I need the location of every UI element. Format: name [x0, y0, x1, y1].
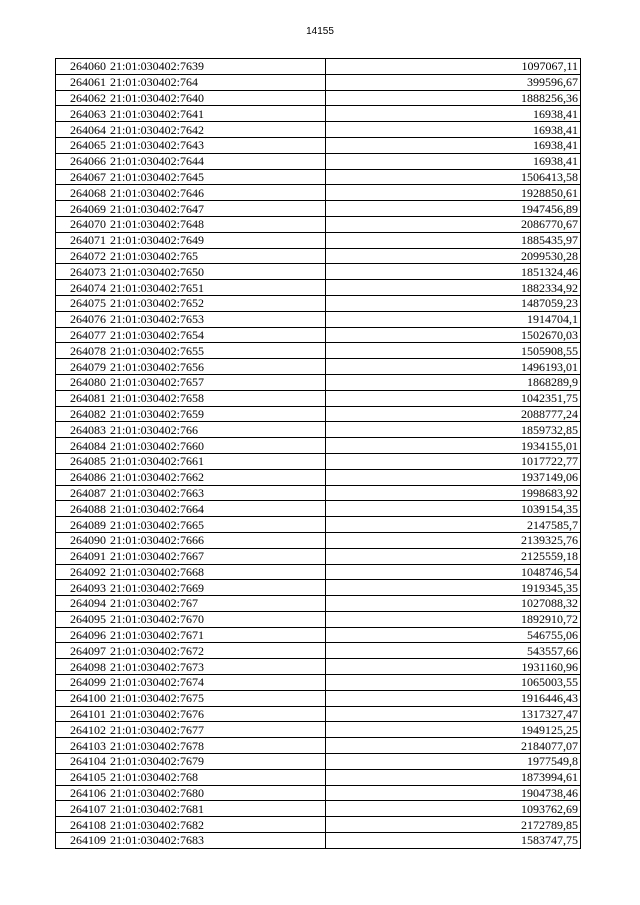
cadastral-number-cell: 21:01:030402:764 — [108, 74, 326, 90]
row-number-cell: 264070 — [56, 216, 109, 232]
table-row — [56, 833, 581, 849]
cadastral-value-cell: 1892910,72 — [326, 611, 581, 627]
cadastral-value-cell: 1017722,77 — [326, 453, 581, 469]
cadastral-number-cell: 21:01:030402:7674 — [108, 675, 326, 691]
table-row — [56, 59, 581, 75]
row-number-cell: 264095 — [56, 611, 109, 627]
table-row — [56, 580, 581, 596]
table-row — [56, 390, 581, 406]
cadastral-value-cell: 1949125,25 — [326, 722, 581, 738]
table-row — [56, 74, 581, 90]
table-row — [56, 343, 581, 359]
cadastral-number-cell: 21:01:030402:7683 — [108, 833, 326, 849]
row-number-cell: 264081 — [56, 390, 109, 406]
row-number-cell: 264062 — [56, 90, 109, 106]
table-row — [56, 801, 581, 817]
cadastral-number-cell: 21:01:030402:7648 — [108, 216, 326, 232]
cadastral-value-cell: 1317327,47 — [326, 706, 581, 722]
row-number-cell: 264080 — [56, 374, 109, 390]
table-row — [56, 438, 581, 454]
row-number-cell: 264100 — [56, 690, 109, 706]
row-number-cell: 264106 — [56, 785, 109, 801]
cadastral-number-cell: 21:01:030402:7677 — [108, 722, 326, 738]
cadastral-number-cell: 21:01:030402:7644 — [108, 153, 326, 169]
cadastral-value-cell: 399596,67 — [326, 74, 581, 90]
cadastral-value-cell: 1885435,97 — [326, 232, 581, 248]
cadastral-value-cell: 16938,41 — [326, 122, 581, 138]
row-number-cell: 264091 — [56, 548, 109, 564]
row-number-cell: 264105 — [56, 769, 109, 785]
row-number-cell: 264077 — [56, 327, 109, 343]
row-number-cell: 264078 — [56, 343, 109, 359]
cadastral-number-cell: 21:01:030402:7661 — [108, 453, 326, 469]
cadastral-number-cell: 21:01:030402:7676 — [108, 706, 326, 722]
cadastral-value-cell: 2139325,76 — [326, 532, 581, 548]
row-number-cell: 264086 — [56, 469, 109, 485]
row-number-cell: 264094 — [56, 596, 109, 612]
cadastral-value-cell: 1916446,43 — [326, 690, 581, 706]
row-number-cell: 264079 — [56, 359, 109, 375]
table-row — [56, 596, 581, 612]
cadastral-value-cell: 2088777,24 — [326, 406, 581, 422]
cadastral-number-cell: 21:01:030402:766 — [108, 422, 326, 438]
table-row — [56, 532, 581, 548]
cadastral-number-cell: 21:01:030402:7659 — [108, 406, 326, 422]
cadastral-number-cell: 21:01:030402:7646 — [108, 185, 326, 201]
cadastral-value-cell: 2086770,67 — [326, 216, 581, 232]
row-number-cell: 264087 — [56, 485, 109, 501]
row-number-cell: 264071 — [56, 232, 109, 248]
cadastral-number-cell: 21:01:030402:7653 — [108, 311, 326, 327]
cadastral-number-cell: 21:01:030402:7651 — [108, 280, 326, 296]
row-number-cell: 264083 — [56, 422, 109, 438]
cadastral-number-cell: 21:01:030402:7666 — [108, 532, 326, 548]
cadastral-number-cell: 21:01:030402:767 — [108, 596, 326, 612]
cadastral-number-cell: 21:01:030402:7679 — [108, 754, 326, 770]
row-number-cell: 264074 — [56, 280, 109, 296]
row-number-cell: 264085 — [56, 453, 109, 469]
cadastral-number-cell: 21:01:030402:7681 — [108, 801, 326, 817]
cadastral-value-cell: 1977549,8 — [326, 754, 581, 770]
table-row — [56, 501, 581, 517]
cadastral-value-cell: 1583747,75 — [326, 833, 581, 849]
cadastral-number-cell: 21:01:030402:7682 — [108, 817, 326, 833]
table-row — [56, 264, 581, 280]
cadastral-number-cell: 21:01:030402:7656 — [108, 359, 326, 375]
row-number-cell: 264101 — [56, 706, 109, 722]
table-row — [56, 817, 581, 833]
row-number-cell: 264064 — [56, 122, 109, 138]
table-row — [56, 627, 581, 643]
cadastral-number-cell: 21:01:030402:7655 — [108, 343, 326, 359]
table-row — [56, 453, 581, 469]
table-row — [56, 374, 581, 390]
table-row — [56, 738, 581, 754]
cadastral-number-cell: 21:01:030402:7667 — [108, 548, 326, 564]
cadastral-number-cell: 21:01:030402:7647 — [108, 201, 326, 217]
row-number-cell: 264065 — [56, 137, 109, 153]
row-number-cell: 264103 — [56, 738, 109, 754]
table-row — [56, 248, 581, 264]
cadastral-number-cell: 21:01:030402:7665 — [108, 517, 326, 533]
table-row — [56, 122, 581, 138]
row-number-cell: 264108 — [56, 817, 109, 833]
table-row — [56, 90, 581, 106]
cadastral-number-cell: 21:01:030402:7657 — [108, 374, 326, 390]
table-row — [56, 232, 581, 248]
cadastral-value-cell: 1998683,92 — [326, 485, 581, 501]
table-row — [56, 548, 581, 564]
cadastral-value-cell: 1505908,55 — [326, 343, 581, 359]
cadastral-value-cell: 1928850,61 — [326, 185, 581, 201]
cadastral-number-cell: 21:01:030402:7671 — [108, 627, 326, 643]
cadastral-value-cell: 1039154,35 — [326, 501, 581, 517]
row-number-cell: 264069 — [56, 201, 109, 217]
cadastral-value-cell: 1502670,03 — [326, 327, 581, 343]
cadastral-value-cell: 2172789,85 — [326, 817, 581, 833]
table-row — [56, 659, 581, 675]
cadastral-value-cell: 16938,41 — [326, 106, 581, 122]
cadastral-value-cell: 2099530,28 — [326, 248, 581, 264]
cadastral-value-cell: 2147585,7 — [326, 517, 581, 533]
cadastral-value-cell: 1868289,9 — [326, 374, 581, 390]
row-number-cell: 264107 — [56, 801, 109, 817]
cadastral-number-cell: 21:01:030402:7641 — [108, 106, 326, 122]
page-number: 14155 — [306, 26, 334, 37]
table-row — [56, 295, 581, 311]
cadastral-number-cell: 21:01:030402:7662 — [108, 469, 326, 485]
cadastral-value-cell: 1048746,54 — [326, 564, 581, 580]
cadastral-number-cell: 21:01:030402:7660 — [108, 438, 326, 454]
table-row — [56, 611, 581, 627]
table-row — [56, 422, 581, 438]
table-row — [56, 406, 581, 422]
cadastral-value-cell: 1851324,46 — [326, 264, 581, 280]
row-number-cell: 264084 — [56, 438, 109, 454]
row-number-cell: 264088 — [56, 501, 109, 517]
table-row — [56, 280, 581, 296]
cadastral-value-cell: 1487059,23 — [326, 295, 581, 311]
table-row — [56, 785, 581, 801]
cadastral-value-cell: 1934155,01 — [326, 438, 581, 454]
row-number-cell: 264102 — [56, 722, 109, 738]
cadastral-number-cell: 21:01:030402:7680 — [108, 785, 326, 801]
cadastral-value-cell: 1919345,35 — [326, 580, 581, 596]
cadastral-value-cell: 1093762,69 — [326, 801, 581, 817]
cadastral-number-cell: 21:01:030402:7642 — [108, 122, 326, 138]
cadastral-value-cell: 1888256,36 — [326, 90, 581, 106]
table-row — [56, 106, 581, 122]
cadastral-value-cell: 2184077,07 — [326, 738, 581, 754]
cadastral-number-cell: 21:01:030402:7650 — [108, 264, 326, 280]
cadastral-value-cell: 1027088,32 — [326, 596, 581, 612]
cadastral-number-cell: 21:01:030402:7640 — [108, 90, 326, 106]
cadastral-value-cell: 16938,41 — [326, 137, 581, 153]
cadastral-number-cell: 21:01:030402:7669 — [108, 580, 326, 596]
row-number-cell: 264099 — [56, 675, 109, 691]
cadastral-number-cell: 21:01:030402:768 — [108, 769, 326, 785]
table-row — [56, 469, 581, 485]
cadastral-value-cell: 1873994,61 — [326, 769, 581, 785]
cadastral-number-cell: 21:01:030402:7672 — [108, 643, 326, 659]
cadastral-number-cell: 21:01:030402:7639 — [108, 59, 326, 75]
row-number-cell: 264109 — [56, 833, 109, 849]
table-row — [56, 485, 581, 501]
table-row — [56, 722, 581, 738]
cadastral-number-cell: 21:01:030402:7664 — [108, 501, 326, 517]
table-row — [56, 169, 581, 185]
cadastral-value-cell: 1937149,06 — [326, 469, 581, 485]
row-number-cell: 264097 — [56, 643, 109, 659]
row-number-cell: 264098 — [56, 659, 109, 675]
row-number-cell: 264068 — [56, 185, 109, 201]
cadastral-value-cell: 543557,66 — [326, 643, 581, 659]
table-row — [56, 137, 581, 153]
table-row — [56, 359, 581, 375]
cadastral-number-cell: 21:01:030402:765 — [108, 248, 326, 264]
cadastral-value-cell: 1097067,11 — [326, 59, 581, 75]
cadastral-value-cell: 546755,06 — [326, 627, 581, 643]
cadastral-number-cell: 21:01:030402:7649 — [108, 232, 326, 248]
cadastral-number-cell: 21:01:030402:7670 — [108, 611, 326, 627]
cadastral-number-cell: 21:01:030402:7652 — [108, 295, 326, 311]
table-row — [56, 643, 581, 659]
table-row — [56, 690, 581, 706]
cadastral-value-table — [55, 58, 581, 849]
cadastral-value-cell: 16938,41 — [326, 153, 581, 169]
table-row — [56, 201, 581, 217]
row-number-cell: 264096 — [56, 627, 109, 643]
table-row — [56, 754, 581, 770]
cadastral-number-cell: 21:01:030402:7678 — [108, 738, 326, 754]
cadastral-number-cell: 21:01:030402:7663 — [108, 485, 326, 501]
row-number-cell: 264073 — [56, 264, 109, 280]
table-row — [56, 706, 581, 722]
row-number-cell: 264076 — [56, 311, 109, 327]
table-row — [56, 216, 581, 232]
cadastral-value-cell: 2125559,18 — [326, 548, 581, 564]
row-number-cell: 264075 — [56, 295, 109, 311]
cadastral-number-cell: 21:01:030402:7643 — [108, 137, 326, 153]
cadastral-number-cell: 21:01:030402:7658 — [108, 390, 326, 406]
cadastral-number-cell: 21:01:030402:7673 — [108, 659, 326, 675]
row-number-cell: 264089 — [56, 517, 109, 533]
cadastral-value-cell: 1914704,1 — [326, 311, 581, 327]
table-row — [56, 185, 581, 201]
table-body — [56, 59, 581, 849]
cadastral-value-cell: 1859732,85 — [326, 422, 581, 438]
row-number-cell: 264092 — [56, 564, 109, 580]
cadastral-value-cell: 1496193,01 — [326, 359, 581, 375]
row-number-cell: 264104 — [56, 754, 109, 770]
row-number-cell: 264082 — [56, 406, 109, 422]
table-row — [56, 564, 581, 580]
row-number-cell: 264063 — [56, 106, 109, 122]
cadastral-number-cell: 21:01:030402:7675 — [108, 690, 326, 706]
table-row — [56, 675, 581, 691]
table-row — [56, 327, 581, 343]
cadastral-value-cell: 1065003,55 — [326, 675, 581, 691]
table-row — [56, 311, 581, 327]
row-number-cell: 264060 — [56, 59, 109, 75]
row-number-cell: 264072 — [56, 248, 109, 264]
cadastral-value-cell: 1882334,92 — [326, 280, 581, 296]
table-row — [56, 517, 581, 533]
row-number-cell: 264066 — [56, 153, 109, 169]
table-row — [56, 153, 581, 169]
cadastral-value-cell: 1947456,89 — [326, 201, 581, 217]
cadastral-number-cell: 21:01:030402:7668 — [108, 564, 326, 580]
cadastral-number-cell: 21:01:030402:7645 — [108, 169, 326, 185]
table-row — [56, 769, 581, 785]
cadastral-value-cell: 1931160,96 — [326, 659, 581, 675]
cadastral-value-cell: 1904738,46 — [326, 785, 581, 801]
cadastral-value-cell: 1506413,58 — [326, 169, 581, 185]
row-number-cell: 264093 — [56, 580, 109, 596]
row-number-cell: 264061 — [56, 74, 109, 90]
row-number-cell: 264090 — [56, 532, 109, 548]
cadastral-value-cell: 1042351,75 — [326, 390, 581, 406]
row-number-cell: 264067 — [56, 169, 109, 185]
cadastral-number-cell: 21:01:030402:7654 — [108, 327, 326, 343]
